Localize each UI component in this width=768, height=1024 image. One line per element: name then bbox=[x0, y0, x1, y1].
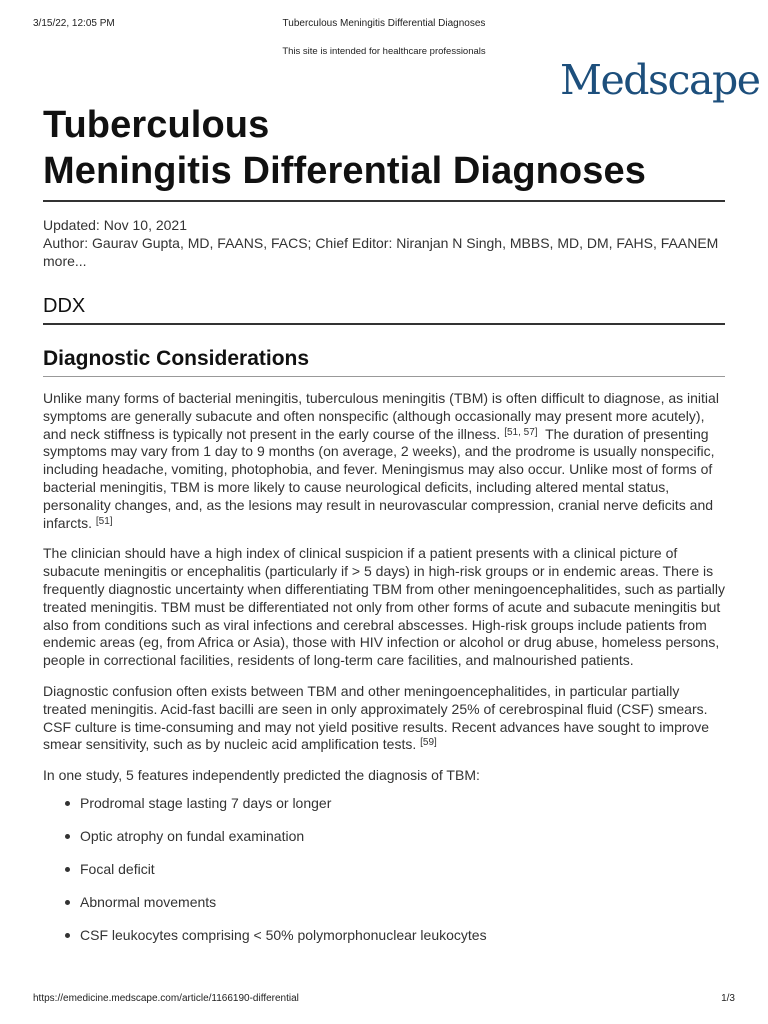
reference-51-57[interactable]: [51, 57] bbox=[504, 426, 538, 438]
bullet-icon bbox=[65, 867, 70, 872]
reference-59[interactable]: [59] bbox=[420, 737, 437, 749]
list-item-text: CSF leukocytes comprising < 50% polymorphonuclear leukocytes bbox=[80, 926, 487, 943]
list-item-text: Abnormal movements bbox=[80, 893, 217, 910]
print-url[interactable]: https://emedicine.medscape.com/article/1166190-differential bbox=[33, 993, 299, 1004]
section-heading: Diagnostic Considerations bbox=[43, 345, 725, 377]
author-text: Author: Gaurav Gupta, MD, FAANS, FACS; Chief Editor: Niranjan N Singh, MBBS, MD, DM, FAHS, FAANEM bbox=[43, 235, 719, 251]
bullet-icon bbox=[65, 933, 70, 938]
more-authors-link[interactable]: more... bbox=[43, 253, 87, 269]
title-line-2: Meningitis Differential Diagnoses bbox=[43, 150, 646, 192]
reference-51[interactable]: [51] bbox=[95, 515, 113, 527]
bullet-icon bbox=[65, 834, 70, 839]
print-footer bbox=[33, 993, 735, 1007]
list-item bbox=[65, 861, 725, 878]
article-meta bbox=[43, 216, 725, 270]
paragraph-3 bbox=[43, 683, 725, 754]
logo-text-scape: scape bbox=[648, 56, 760, 104]
print-page-title: Tuberculous Meningitis Differential Diagnoses bbox=[282, 18, 486, 29]
healthcare-notice: This site is intended for healthcare professionals bbox=[282, 46, 486, 57]
list-item-text: Prodromal stage lasting 7 days or longer bbox=[80, 794, 332, 811]
print-date: 3/15/22, 12:05 PM bbox=[33, 18, 115, 29]
updated-date: Updated: Nov 10, 2021 bbox=[43, 217, 187, 233]
list-item bbox=[65, 795, 725, 812]
medscape-logo[interactable] bbox=[560, 56, 759, 104]
print-header bbox=[33, 18, 735, 32]
page-number: 1/3 bbox=[721, 993, 735, 1004]
paragraph-4: In one study, 5 features independently predicted the diagnosis of TBM: bbox=[43, 767, 480, 784]
paragraph-2: The clinician should have a high index of clinical suspicion if a patient presents with a clinical picture of subacute meningitis or encephalitis (particularly if > 5 days) in high-risk groups or in endemic areas. There is frequently diagnostic uncertainty when differentiating TBM from other meningoencephalitides, such as partially treated meningitis. TBM must be differentiated not only from other forms of acute and subacute meningitis but also from conditions such as viral infections and cerebral abscesses. High-risk groups include patients from endemic areas (eg, from Africa or Asia), those with HIV infection or alcohol or drug abuse, homeless persons, people in correctional facilities, residents of long-term care facilities, and malnourished patients. bbox=[43, 545, 725, 669]
list-item bbox=[65, 828, 725, 845]
list-item-text: Optic atrophy on fundal examination bbox=[80, 827, 305, 844]
list-item-text: Focal deficit bbox=[80, 860, 155, 877]
bullet-icon bbox=[65, 900, 70, 905]
title-line-1: Tuberculous bbox=[43, 104, 270, 146]
article-title bbox=[43, 102, 725, 202]
author-line bbox=[43, 234, 725, 270]
logo-text-ed: ed bbox=[600, 56, 648, 104]
features-list bbox=[43, 795, 725, 944]
list-item bbox=[65, 894, 725, 911]
paragraph-1-text-b: The duration of presenting symptoms may vary from 1 day to 9 months (on average, 2 weeks), and the prodrome is usually nonspecific, including headache, vomiting, photophobia, and fever. Meningismus may also occur. Unlike most of forms of bacterial meningitis, TBM is more likely to cause neurological deficits, including altered mental status, personality changes, and, as the lesions may result in neurovascular compression, cranial nerve deficits and infarcts. bbox=[43, 425, 715, 531]
paragraph-1 bbox=[43, 390, 725, 532]
list-item bbox=[65, 927, 725, 944]
paragraph-1-text-a: Unlike many forms of bacterial meningitis, tuberculous meningitis (TBM) is often difficult to diagnose, as initial symptoms are generally subacute and often nonspecific (although occasionally may present more acutely), and neck stiffness is typically not present in the early course of the illness. bbox=[43, 390, 719, 442]
section-tab-ddx: DDX bbox=[43, 294, 725, 325]
paragraph-3-text: Diagnostic confusion often exists between TBM and other meningoencephalitides, in particular partially treated meningitis. Acid-fast bacilli are seen in only approximately 25% of cerebrospinal fluid (CSF) smears. CSF culture is time-consuming and may not yield positive results. Recent advances have sought to improve smear sensitivity, such as by nucleic acid amplification tests. bbox=[43, 682, 710, 753]
logo-text-m: M bbox=[560, 56, 601, 104]
bullet-icon bbox=[65, 801, 70, 806]
article-content bbox=[43, 102, 725, 960]
